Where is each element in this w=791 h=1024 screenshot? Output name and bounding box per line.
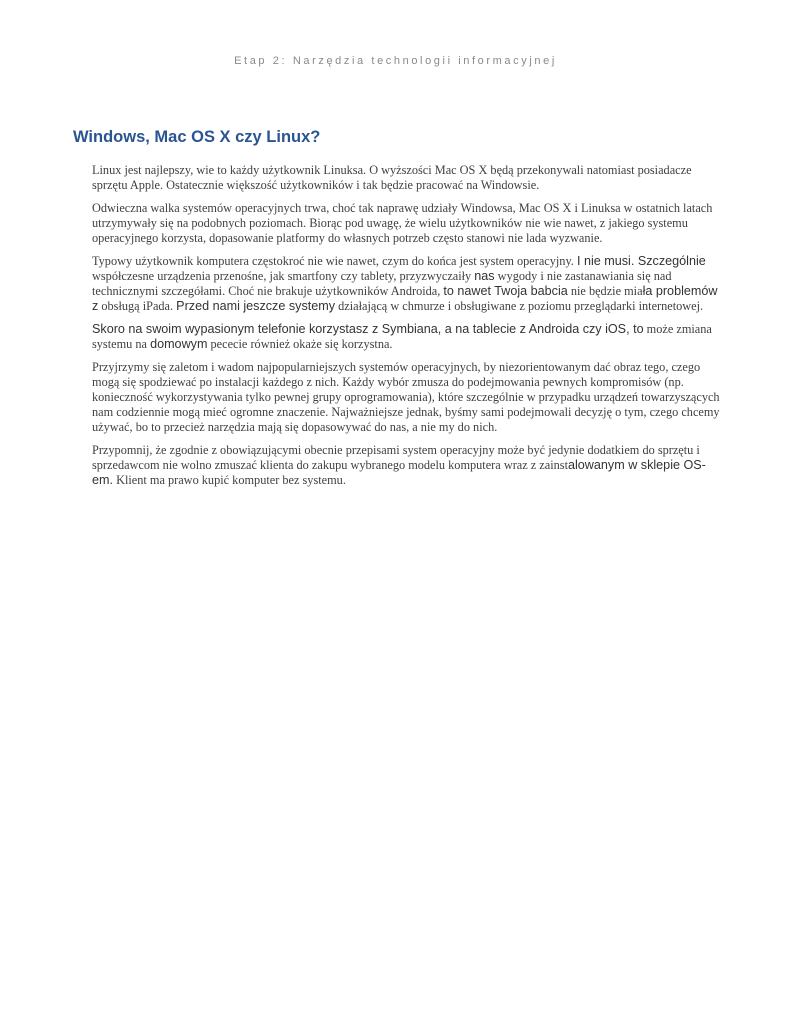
text-run: działającą w chmurze i obsługiwane z poziomu przeglądarki internetowej. (335, 299, 704, 313)
paragraph-4 (92, 322, 720, 352)
text-run: może zmiana systemu na (92, 322, 712, 351)
text-run: Przypomnij, że zgodnie z obowiązującymi obecnie przepisami system operacyjny może być jedynie dodatkiem do sprzętu i sprzedawcom nie wolno zmuszać klienta do zakupu wybranego modelu komputera wraz z zainst (92, 443, 700, 472)
text-run-sans: Skoro na swoim wypasionym telefonie korzystasz z Symbiana, a na tablecie z Androida czy iOS, to (92, 322, 644, 336)
text-run: pececie również okaże się korzystna. (207, 337, 393, 351)
text-run: wygody i nie zastanawiania się nad technicznymi szczegółami. Choć nie brakuje użytkowników Androida, (92, 269, 672, 298)
text-run-sans: to nawet Twoja babcia (443, 284, 568, 298)
running-header: Etap 2: Narzędzia technologii informacyjnej (234, 55, 557, 67)
text-run: obsługą iPada. (98, 299, 177, 313)
text-run-sans: domowym (150, 337, 208, 351)
paragraph-5: Przyjrzymy się zaletom i wadom najpopularniejszych systemów operacyjnych, by niezorientowanym dać obraz tego, czego mogą się spodziewać po instalacji każdego z nich. Każdy wybór zmusza do podejmowania pewnych kompromisów (np. konieczność wykorzystywania tylko pewnej grupy oprogramowania), które szczególnie w przypadku urządzeń towarzyszących nam codziennie mogą mieć ogromne znaczenie. Najważniejsze jednak, byśmy sami podejmowali decyzję o tym, czego chcemy używać, bo to przecież narzędzia mają się dopasowywać do nas, a nie my do nich. (92, 360, 720, 434)
text-run: Typowy użytkownik komputera częstokroć nie wie nawet, czym do końca jest system operacyjny. (92, 254, 577, 268)
paragraph-3 (92, 254, 720, 314)
body-text (92, 163, 720, 496)
text-run-sans: nas (474, 269, 495, 283)
section-title: Windows, Mac OS X czy Linux? (73, 128, 321, 146)
text-run-sans: Przed nami jeszcze systemy (176, 299, 336, 313)
paragraph-6 (92, 443, 720, 488)
text-run: nie będzie mia (567, 284, 643, 298)
text-run-sans: ła problemów z (92, 284, 718, 313)
text-run: Klient ma prawo kupić komputer bez systemu. (113, 473, 346, 487)
paragraph-1: Linux jest najlepszy, wie to każdy użytkownik Linuksa. O wyższości Mac OS X będą przekonywali natomiast posiadacze sprzętu Apple. Ostatecznie większość użytkowników i tak będzie pracować na Windowsie. (92, 163, 692, 192)
paragraph-2: Odwieczna walka systemów operacyjnych trwa, choć tak naprawę udziały Windowsa, Mac OS X i Linuksa w ostatnich latach utrzymywały się na podobnych poziomach. Biorąc pod uwagę, że wielu użytkowników nie wie nawet, z jakiego systemu operacyjnego korzysta, dopasowanie platformy do własnych potrzeb często stanowi nie lada wyzwanie. (92, 201, 713, 245)
text-run-sans: alowanym w sklepie OS-em. (92, 458, 706, 487)
text-run-sans: I nie musi. Szczególnie (576, 254, 706, 268)
text-run: współczesne urządzenia przenośne, jak smartfony czy tablety, przyzwyczaiły (92, 269, 475, 283)
